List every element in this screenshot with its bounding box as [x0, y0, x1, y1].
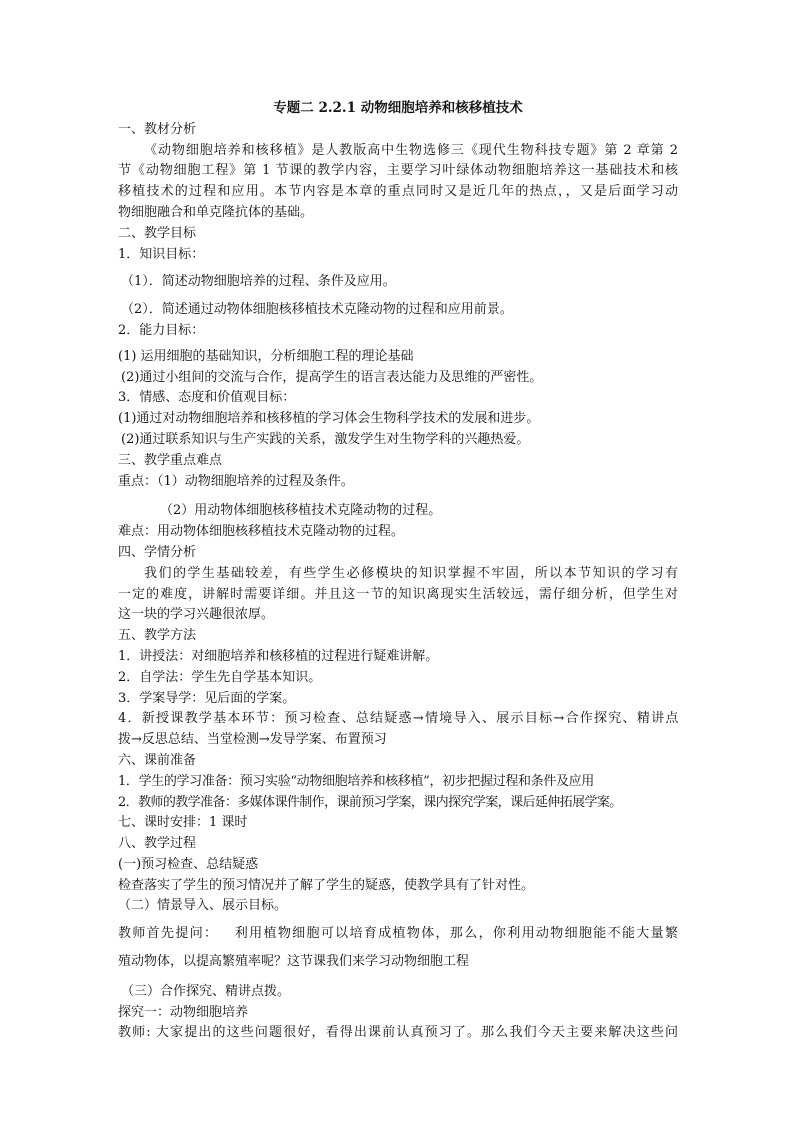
list-item: (1) 运用细胞的基础知识，分析细胞工程的理论基础	[118, 348, 414, 364]
subsection-heading: 1．知识目标：	[118, 246, 205, 262]
list-item: (2)通过联系知识与生产实践的关系，激发学生对生物学科的兴趣热爱。	[121, 431, 530, 447]
section-heading: 八、教学过程	[118, 836, 197, 852]
section-heading: 三、教学重点难点	[118, 452, 223, 468]
paragraph-line: 我们的学生基础较差，有些学生必修模块的知识掌握不牢固，所以本节知识的学习有	[144, 565, 678, 581]
step-heading: （二）情景导入、展示目标。	[118, 898, 288, 914]
list-item: 1．讲授法：对细胞培养和核移植的过程进行疑难讲解。	[118, 648, 439, 664]
paragraph-line: 《动物细胞培养和核移植》是人教版高中生物选修三《现代生物科技专题》第 2 章第 2	[144, 142, 678, 158]
paragraph-line: 物细胞融合和单克隆抗体的基础。	[118, 204, 314, 220]
list-item: 2．自学法：学生先自学基本知识。	[118, 669, 322, 685]
section-heading: 四、学情分析	[118, 544, 197, 560]
paragraph-line: 移植技术的过程和应用。本节内容是本章的重点同时又是近几年的热点，，又是后面学习动	[118, 184, 678, 200]
key-point: 重点：（1）动物细胞培养的过程及条件。	[118, 473, 354, 489]
section-heading: 七、课时安排：1 课时	[118, 815, 248, 831]
step-heading: （三）合作探究、精讲点拨。	[121, 983, 291, 999]
subsection-heading: 2．能力目标：	[118, 322, 205, 338]
list-item: （1）．简述动物细胞培养的过程、条件及应用。	[121, 274, 396, 290]
list-item: （2）．简述通过动物体细胞核移植技术克隆动物的过程和应用前景。	[121, 302, 513, 318]
section-heading: 二、教学目标	[118, 225, 197, 241]
list-item: 4．新授课教学基本环节：预习检查、总结疑惑→情境导入、展示目标→合作探究、精讲点	[118, 711, 678, 727]
step-heading: (一)预习检查、总结疑惑	[118, 856, 259, 872]
paragraph-line: 节《动物细胞工程》第 1 节课的教学内容，主要学习叶绿体动物细胞培养这一基础技术和核	[118, 163, 678, 179]
paragraph-line: 检查落实了学生的预习情况并了解了学生的疑惑，使教学具有了针对性。	[118, 877, 535, 893]
section-heading: 五、教学方法	[118, 628, 197, 644]
list-item: 1．学生的学习准备：预习实验“动物细胞培养和核移植”，初步把握过程和条件及应用	[118, 773, 594, 789]
paragraph-line: 教师: 大家提出的这些问题很好，看得出课前认真预习了。那么我们今天主要来解决这些问	[118, 1025, 678, 1041]
document-title: 专题二 2.2.1 动物细胞培养和核移植技术	[273, 100, 523, 116]
subsection-heading: 探究一：动物细胞培养	[118, 1004, 249, 1020]
section-heading: 一、教材分析	[118, 121, 197, 137]
paragraph-line: 教师首先提问： 利用植物细胞可以培育成植物体，那么，你利用动物细胞能不能大量繁	[118, 926, 678, 942]
list-item: (2)通过小组间的交流与合作，提高学生的语言表达能力及思维的严密性。	[121, 369, 543, 385]
list-item: 3．学案导学：见后面的学案。	[118, 690, 296, 706]
list-item: 2．教师的教学准备：多媒体课件制作，课前预习学案，课内探究学案，课后延伸拓展学案。	[118, 794, 622, 810]
key-point: （2）用动物体细胞核移植技术克隆动物的过程。	[160, 503, 442, 519]
section-heading: 六、课前准备	[118, 752, 197, 768]
paragraph-line: 一定的难度，讲解时需要详细。并且这一节的知识离现实生活较远，需仔细分析，但学生对	[118, 586, 678, 602]
list-item: (1)通过对动物细胞培养和核移植的学习体会生物科学技术的发展和进步。	[118, 411, 540, 427]
document-page	[118, 98, 678, 1044]
subsection-heading: 3．情感、态度和价值观目标：	[118, 390, 296, 406]
list-item: 拨→反思总结、当堂检测→发导学案、布置预习	[118, 732, 387, 748]
paragraph-line: 殖动物体，以提高繁殖率呢？这节课我们来学习动物细胞工程	[118, 954, 470, 970]
paragraph-line: 这一块的学习兴趣很浓厚。	[118, 607, 275, 623]
difficult-point: 难点：用动物体细胞核移植技术克隆动物的过程。	[118, 524, 405, 540]
